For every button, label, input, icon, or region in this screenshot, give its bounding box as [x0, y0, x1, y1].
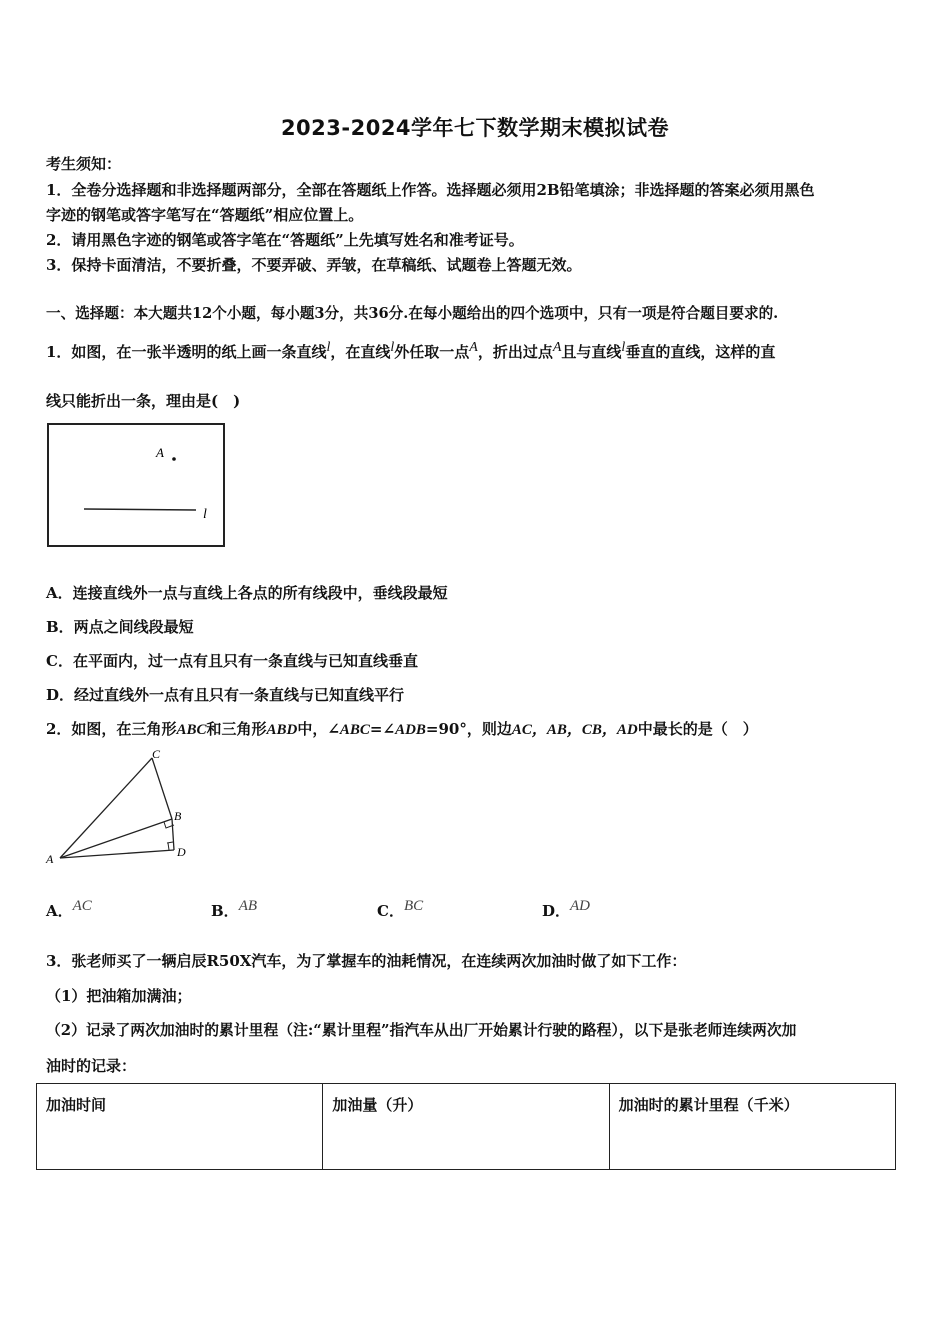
label-d: D [177, 845, 186, 859]
paper-border [48, 424, 224, 546]
header-refuel-amount: 加油量（升） [323, 1084, 609, 1170]
q1-stem: 1．如图，在一张半透明的纸上画一条直线$^l$，在直线$^l$外任取一点$^A$，折出过点$^A$且与直线$^l$垂直的直线，这样的直 [46, 340, 776, 361]
segment-ab [60, 819, 172, 858]
notice-item: 2．请用黑色字迹的钢笔或答字笔在“答题纸”上先填写姓名和准考证号。 [46, 231, 524, 249]
page-title: 2023-2024学年七下数学期末模拟试卷 [280, 116, 670, 140]
q1-option-d: D．经过直线外一点有且只有一条直线与已知直线平行 [46, 686, 405, 704]
table-row [37, 1084, 896, 1170]
q1-figure [46, 422, 228, 550]
point-a [172, 457, 176, 461]
q2-option-d: D．$^{AD}$ [542, 898, 591, 920]
refuel-record-table [36, 1083, 896, 1170]
segment-cb [152, 758, 172, 819]
q2-option-c: C．$^{BC}$ [377, 898, 424, 920]
segment-ad [60, 850, 174, 858]
q2-option-a: A．$^{AC}$ [46, 898, 92, 920]
label-a: A [46, 852, 54, 866]
right-angle-d [168, 843, 169, 850]
header-refuel-time: 加油时间 [37, 1084, 323, 1170]
q3-step2-line2: 油时的记录： [46, 1057, 137, 1075]
q1-option-a: A．连接直线外一点与直线上各点的所有线段中，垂线段最短 [46, 584, 448, 602]
q3-step2: （2）记录了两次加油时的累计里程（注:“累计里程”指汽车从出厂开始累计行驶的路程），以下是张老师连续两次加 [46, 1022, 797, 1039]
segment-ac [60, 758, 152, 858]
segment-bd [172, 819, 174, 850]
notice-item: 1．全卷分选择题和非选择题两部分，全部在答题纸上作答。选择题必须用2B铅笔填涂；非选择题的答案必须用黑色 [46, 181, 815, 199]
notice-item: 3．保持卡面清洁，不要折叠，不要弄破、弄皱，在草稿纸、试题卷上答题无效。 [46, 256, 582, 274]
line-l-label: l [203, 507, 207, 522]
q2-stem: 2．如图，在三角形ABC和三角形ABD中，∠ABC=∠ADB=90°，则边AC，AB，CB，AD中最长的是（ ） [46, 720, 758, 738]
header-cumulative-mileage: 加油时的累计里程（千米） [609, 1084, 895, 1170]
q1-stem-line2: 线只能折出一条，理由是( ) [46, 392, 241, 410]
q2-figure [44, 746, 204, 868]
q1-option-b: B．两点之间线段最短 [46, 618, 194, 636]
label-c: C [152, 747, 161, 761]
q2-option-b: B．$^{AB}$ [211, 898, 258, 920]
q3-step1: （1）把油箱加满油； [46, 987, 192, 1005]
section-heading: 一、选择题：本大题共12个小题，每小题3分，共36分.在每小题给出的四个选项中，只有一项是符合题目要求的. [46, 305, 779, 322]
q1-option-c: C．在平面内，过一点有且只有一条直线与已知直线垂直 [46, 652, 418, 670]
notice-heading: 考生须知： [46, 155, 122, 173]
label-b: B [174, 809, 182, 823]
q3-stem: 3．张老师买了一辆启辰R50X汽车，为了掌握车的油耗情况，在连续两次加油时做了如下工作： [46, 952, 687, 970]
point-a-label: A [156, 445, 164, 460]
line-l [84, 509, 196, 510]
right-angle-d2 [167, 842, 173, 843]
notice-item: 字迹的钢笔或答字笔写在“答题纸”相应位置上。 [46, 206, 364, 224]
